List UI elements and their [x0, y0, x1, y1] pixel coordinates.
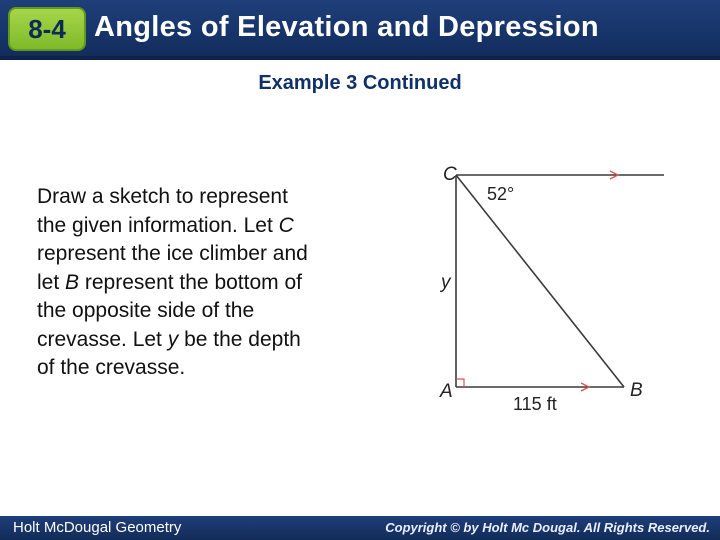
variable-b: B	[65, 270, 80, 294]
problem-text	[37, 183, 407, 383]
page-title: Angles of Elevation and Depression	[94, 11, 599, 43]
text-line: represent the ice climber and	[37, 242, 308, 265]
label-b: B	[630, 380, 643, 401]
label-c: C	[443, 164, 457, 185]
text-line: Draw a sketch to represent	[37, 185, 288, 208]
text-line: crevasse. Let y be the depth	[37, 327, 301, 351]
angle-label: 52°	[487, 184, 515, 204]
right-angle-mark	[456, 379, 464, 387]
text-line: let B represent the bottom of	[37, 270, 302, 294]
text-line: the given information. Let C	[37, 213, 294, 237]
variable-c: C	[278, 213, 294, 237]
footer-copyright: Copyright © by Holt Mc Dougal. All Rights Reserved.	[385, 520, 710, 535]
lesson-number-badge	[8, 7, 86, 51]
variable-y: y	[167, 327, 179, 351]
header-divider	[0, 56, 720, 60]
header-bar	[0, 0, 720, 60]
text-line: of the crevasse.	[37, 356, 186, 379]
text-line: the opposite side of the	[37, 299, 255, 322]
side-cb	[456, 175, 624, 387]
triangle-diagram	[420, 150, 680, 420]
footer-bar	[0, 516, 720, 540]
example-subtitle: Example 3 Continued	[258, 72, 462, 94]
label-y: y	[441, 272, 451, 293]
footer-course: Holt McDougal Geometry	[13, 519, 182, 536]
lesson-number: 8-4	[28, 13, 66, 44]
label-a: A	[440, 381, 453, 402]
base-length-label: 115 ft	[513, 394, 557, 414]
